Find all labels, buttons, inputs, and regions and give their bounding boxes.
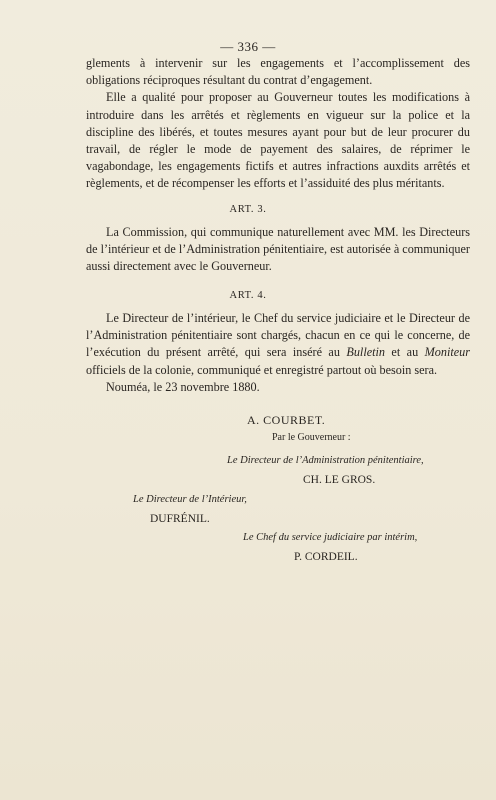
article-4-text-start: Le Directeur de l’intérieur, le Chef du service judiciaire et le Directeur de l’Administration pénitentiaire sont chargés, chacun en ce qui le concerne, de l’exécution du présent arrêté, qui sera inséré au [86, 311, 470, 360]
governor-signature: A. COURBET. [247, 413, 326, 427]
justice-chief-title: Le Chef du service judiciaire par intérim, [243, 532, 418, 543]
paragraph-commission-powers: Elle a qualité pour proposer au Gouverneur toutes les modifications à introduire dans les arrêtés et règlements en vigueur sur la police et la discipline des libérés, et toutes mesures ayant pour but de leur procurer du travail, de régler le mode de payement des salaires, de réprimer le vagabondage, les engagements fictifs et autres infractions auxdits arrêtés et règlements, et de récompenser les efforts et l’assiduité des plus méritants. [86, 90, 470, 191]
moniteur-title: Moniteur [424, 345, 470, 360]
article-4-text-middle: et au [384, 345, 425, 360]
admin-director-name: CH. LE GROS. [303, 474, 376, 486]
article-4-text-end: officiels de la colonie, communiqué et enregistré partout où besoin sera. [86, 362, 438, 377]
article-4-text-block [86, 310, 470, 396]
paragraph-continuation: glements à intervenir sur les engagements et l’accomplissement des obligations réciproques résultant du contrat d’engagement. [86, 56, 470, 88]
article-3-heading: ART. 3. [229, 204, 267, 215]
article-4-heading: ART. 4. [229, 290, 267, 301]
article-3-text-block [86, 224, 470, 276]
par-le-gouverneur: Par le Gouverneur : [272, 432, 351, 443]
admin-director-title: Le Directeur de l’Administration pénitentiaire, [227, 455, 424, 466]
article-3-text: La Commission, qui communique naturellement avec MM. les Directeurs de l’intérieur et de l’Administration pénitentiaire, est autorisée à communiquer aussi directement avec le Gouverneur. [86, 225, 470, 274]
bulletin-title: Bulletin [346, 345, 385, 360]
date-line: Nouméa, le 23 novembre 1880. [106, 379, 260, 394]
page-number: — 336 — [220, 39, 276, 54]
justice-chief-name: P. CORDEIL. [294, 551, 358, 563]
interior-director-name: DUFRÉNIL. [150, 513, 210, 525]
article-4-text [86, 310, 470, 379]
opening-text [86, 55, 470, 193]
interior-director-title: Le Directeur de l’Intérieur, [133, 494, 247, 505]
